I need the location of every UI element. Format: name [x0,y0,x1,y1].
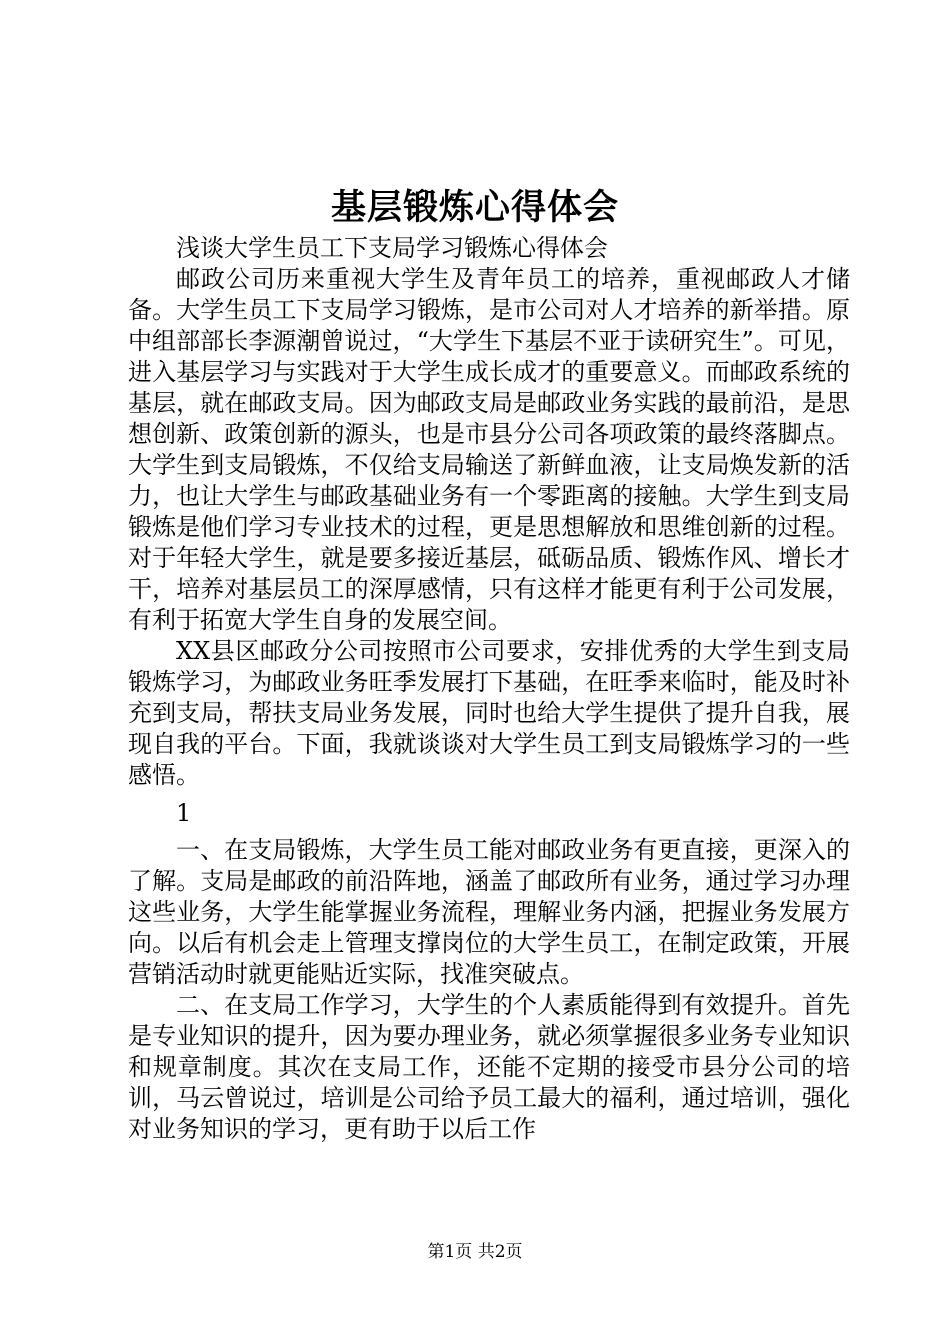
paragraph-2: XX县区邮政分公司按照市公司要求，安排优秀的大学生到支局锻炼学习，为邮政业务旺季发展打下基础，在旺季来临时，能及时补充到支局，帮扶支局业务发展，同时也给大学生提供了提升自我，展现自我的平台。下面，我就谈谈对大学生员工到支局锻炼学习的一些感悟。 [128,637,850,789]
page-marker: 1 [176,799,192,827]
paragraph-3: 一、在支局锻炼，大学生员工能对邮政业务有更直接，更深入的了解。支局是邮政的前沿阵地，涵盖了邮政所有业务，通过学习办理这些业务，大学生能掌握业务流程，理解业务内涵，把握业务发展方向。以后有机会走上管理支撑岗位的大学生员工，在制定政策，开展营销活动时就更能贴近实际，找准突破点。 [128,836,850,988]
paragraph-4: 二、在支局工作学习，大学生的个人素质能得到有效提升。首先是专业知识的提升，因为要办理业务，就必须掌握很多业务专业知识和规章制度。其次在支局工作，还能不定期的接受市县分公司的培训，马云曾说过，培训是公司给予员工最大的福利，通过培训，强化对业务知识的学习，更有助于以后工作 [128,991,850,1143]
document-body [128,233,850,1145]
paragraph-1: 邮政公司历来重视大学生及青年员工的培养，重视邮政人才储备。大学生员工下支局学习锻炼，是市公司对人才培养的新举措。原中组部部长李源潮曾说过，“大学生下基层不亚于读研究生”。可见，进入基层学习与实践对于大学生成长成才的重要意义。而邮政系统的基层，就在邮政支局。因为邮政支局是邮政业务实践的最前沿，是思想创新、政策创新的源头，也是市县分公司各项政策的最终落脚点。大学生到支局锻炼，不仅给支局输送了新鲜血液，让支局焕发新的活力，也让大学生与邮政基础业务有一个零距离的接触。大学生到支局锻炼是他们学习专业技术的过程，更是思想解放和思维创新的过程。对于年轻大学生，就是要多接近基层，砥砺品质、锻炼作风、增长才干，培养对基层员工的深厚感情，只有这样才能更有利于公司发展，有利于拓宽大学生自身的发展空间。 [128,265,850,634]
page-footer: 第1页 共2页 [427,1242,523,1262]
document-title: 基层锻炼心得体会 [330,187,619,228]
document-subtitle: 浅谈大学生员工下支局学习锻炼心得体会 [176,234,608,262]
